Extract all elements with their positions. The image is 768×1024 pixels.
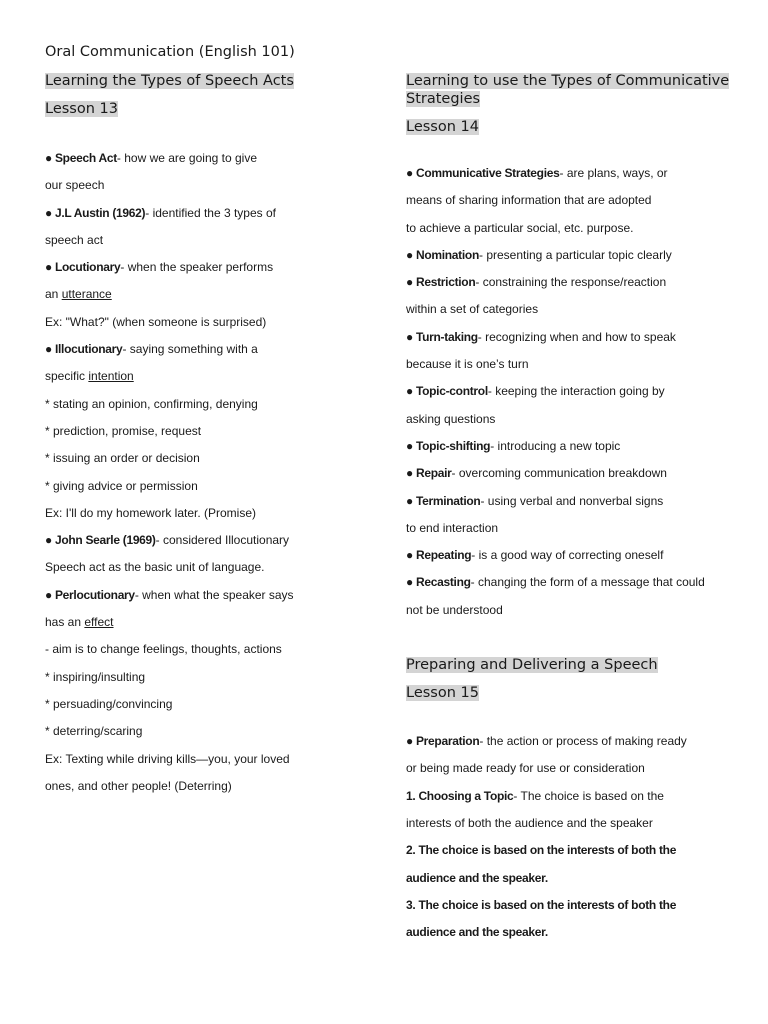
communicative-strategies-notes [406,164,746,628]
line-text: an [45,287,62,302]
line-text: - when the speaker performs [120,260,274,275]
lesson-13-heading [45,72,375,90]
note-line [406,246,746,273]
line-text: - is a good way of correcting oneself [471,548,664,563]
line-text: to achieve a particular social, etc. purpose. [406,220,634,235]
note-line [406,601,746,628]
line-text: * inspiring/insulting [45,669,146,684]
note-line [45,176,375,203]
line-text: - when what the speaker says [134,587,294,602]
line-text: our speech [45,178,105,193]
line-text: * prediction, promise, request [45,423,202,438]
lesson-13-label [45,100,375,118]
note-line [45,586,375,613]
line-text: Ex: "What?" (when someone is surprised) [45,314,267,329]
line-text: * deterring/scaring [45,724,143,739]
line-text: - overcoming communication breakdown [451,466,667,481]
term-label: ● Locutionary [45,260,121,275]
lesson-15-text: Lesson 15 [406,685,479,702]
line-text: means of sharing information that are adopted [406,193,652,208]
note-line [45,613,375,640]
note-line [406,546,746,573]
note-line [45,449,375,476]
line-text: * issuing an order or decision [45,451,200,466]
term-label: ● Nomination [406,247,479,262]
left-column [45,72,375,804]
line-text: has an [45,615,85,630]
line-text: - saying something with a [122,342,258,357]
term-label: 3. The choice is based on the interests of both the [406,897,677,912]
line-text: specific [45,369,89,384]
note-line [45,395,375,422]
lesson-13-text: Lesson 13 [45,101,118,117]
underlined-term: intention [88,369,134,384]
term-label: ● Preparation [406,734,480,749]
note-line [406,273,746,300]
note-line [45,750,375,777]
note-line [45,722,375,749]
line-text: - are plans, ways, or [559,166,668,180]
note-line [45,149,375,176]
note-line [45,558,375,585]
term-label: ● Communicative Strategies [406,166,560,180]
term-label: ● Illocutionary [45,342,123,357]
term-label: 2. The choice is based on the interests of both the [406,843,677,858]
note-line [45,422,375,449]
note-line [406,191,746,218]
line-text: interests of both the audience and the speaker [406,815,653,830]
term-label: ● Recasting [406,575,471,590]
note-line [45,285,375,312]
note-line [45,777,375,804]
note-line [45,313,375,340]
line-text: speech act [45,232,104,247]
line-text: - using verbal and nonverbal signs [480,493,664,508]
line-text: - introducing a new topic [490,438,621,453]
line-text: * stating an opinion, confirming, denying [45,396,258,411]
line-text: - The choice is based on the [513,788,664,803]
note-line [406,759,746,786]
note-line [406,328,746,355]
line-text: - keeping the interaction going by [487,384,665,399]
line-text: to end interaction [406,520,499,535]
speech-acts-notes [45,149,375,804]
line-text: * giving advice or permission [45,478,198,493]
line-text: - aim is to change feelings, thoughts, actions [45,642,282,657]
term-label: 1. Choosing a Topic [406,788,514,803]
term-label: ● Termination [406,493,481,508]
term-label: ● Perlocutionary [45,587,135,602]
note-line [406,437,746,464]
note-line [45,367,375,394]
heading-preparing-speech: Preparing and Delivering a Speech [406,657,658,674]
note-line [45,531,375,558]
heading-communicative-strategies: Learning to use the Types of Communicative Strategies [406,73,730,107]
note-line [406,164,746,191]
term-label: ● Repair [406,466,452,481]
note-line [406,573,746,600]
line-text: because it is one’s turn [406,357,529,372]
note-line [406,732,746,759]
note-line [45,231,375,258]
note-line [406,492,746,519]
line-text: - constraining the response/reaction [475,275,667,290]
note-line [406,410,746,437]
note-line [406,841,746,868]
note-line [45,668,375,695]
note-line [45,258,375,285]
note-line [406,814,746,841]
heading-speech-acts: Learning the Types of Speech Acts [45,73,294,89]
underlined-term: utterance [61,287,112,302]
note-line [406,355,746,382]
term-label: ● Turn-taking [406,329,478,344]
note-line [406,382,746,409]
line-text: * persuading/convincing [45,696,173,711]
line-text: or being made ready for use or consideration [406,761,645,776]
line-text: - changing the form of a message that could [470,575,705,590]
note-line [406,300,746,327]
lesson-15-label [406,684,746,702]
right-column [406,72,746,950]
term-label: audience and the speaker. [406,925,548,940]
term-label: ● John Searle (1969) [45,533,156,548]
line-text: Ex: Texting while driving kills—you, your loved [45,751,290,766]
line-text: Speech act as the basic unit of language. [45,560,265,575]
term-label: ● Speech Act [45,151,117,165]
line-text: Ex: I'll do my homework later. (Promise) [45,505,257,520]
note-line [406,787,746,814]
lesson-14-label [406,118,746,136]
line-text: - the action or process of making ready [479,734,687,749]
note-line [45,340,375,367]
note-line [45,640,375,667]
note-line [406,219,746,246]
note-line [406,923,746,950]
document-title: Oral Communication (English 101) [45,44,295,60]
lesson-15-heading [406,656,746,674]
line-text: within a set of categories [406,302,539,317]
underlined-term: effect [84,615,114,630]
note-line [406,464,746,491]
term-label: ● Topic-shifting [406,438,491,453]
line-text: - presenting a particular topic clearly [478,247,672,262]
note-line [406,869,746,896]
line-text: ones, and other people! (Deterring) [45,778,232,793]
line-text: not be understood [406,602,503,617]
line-text: asking questions [406,411,496,426]
lesson-14-text: Lesson 14 [406,119,479,135]
term-label: ● Restriction [406,275,476,290]
term-label: ● Repeating [406,548,472,563]
term-label: ● J.L Austin (1962) [45,205,146,220]
note-line [45,477,375,504]
line-text: - how we are going to give [116,151,257,165]
term-label: ● Topic-control [406,384,488,399]
line-text: - identified the 3 types of [145,205,276,220]
term-label: audience and the speaker. [406,870,548,885]
line-text: - recognizing when and how to speak [477,329,676,344]
note-line [45,204,375,231]
note-line [406,896,746,923]
note-line [45,695,375,722]
lesson-14-heading [406,72,746,108]
line-text: - considered Illocutionary [155,533,290,548]
note-line [45,504,375,531]
speech-preparation-notes [406,732,746,950]
note-line [406,519,746,546]
